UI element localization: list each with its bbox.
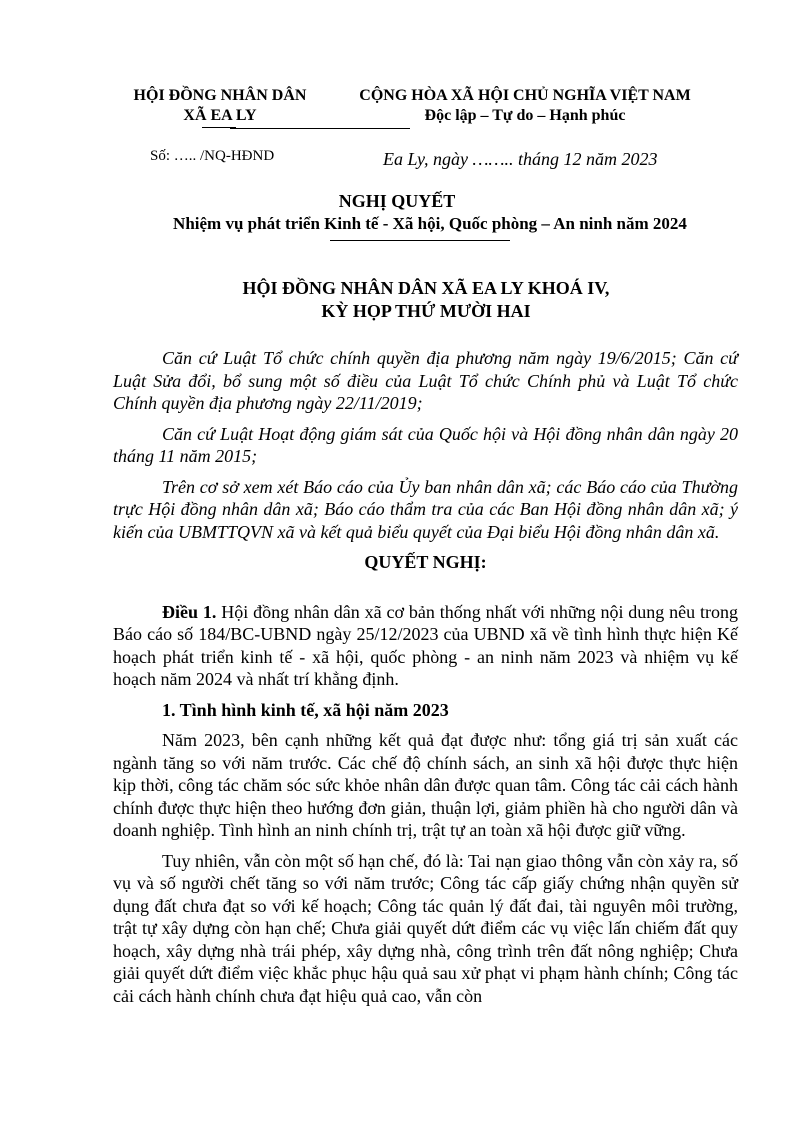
document-number: Số: ….. /NQ-HĐND [150, 148, 275, 164]
preamble-paragraph: Căn cứ Luật Hoạt động giám sát của Quốc hội và Hội đồng nhân dân ngày 20 tháng 11 năm 2015; [113, 423, 738, 466]
org-name-line2: XÃ EA LY [183, 107, 257, 124]
resolve-heading: QUYẾT NGHỊ: [364, 552, 487, 572]
article-1-label: Điều 1. [162, 601, 217, 622]
subject-underline [330, 240, 510, 241]
body-paragraph: Tuy nhiên, vẫn còn một số hạn chế, đó là: Tai nạn giao thông vẫn còn xảy ra, số vụ và số người chết tăng so với năm trước; Công tác cấp giấy chứng nhận quyền sử dụng đất chưa đạt so với kế hoạch; Công tác quản lý đất đai, tài nguyên môi trường, trật tự xây dựng còn hạn chế; Chưa giải quyết dứt điểm các vụ việc lấn chiếm đất quy hoạch, xây dựng nhà trái phép, xây dựng nhà, công trình trên đất nông nghiệp; Chưa giải quyết dứt điểm việc khắc phục hậu quả sau xử phạt vi phạm hành chính; Công tác cải cách hành chính chưa đạt hiệu quả cao, vẫn còn [113, 850, 738, 1006]
article-1 [113, 601, 738, 691]
council-line1: HỘI ĐỒNG NHÂN DÂN XÃ EA LY KHOÁ IV, [242, 278, 610, 298]
document-subject: Nhiệm vụ phát triển Kinh tế - Xã hội, Quốc phòng – An ninh năm 2024 [173, 214, 687, 233]
council-line2: KỲ HỌP THỨ MƯỜI HAI [321, 301, 531, 321]
nation-name: CỘNG HÒA XÃ HỘI CHỦ NGHĨA VIỆT NAM [359, 87, 691, 104]
org-name-line1: HỘI ĐỒNG NHÂN DÂN [133, 87, 307, 104]
article-1-text: Hội đồng nhân dân xã cơ bản thống nhất với những nội dung nêu trong Báo cáo số 184/BC-UBND ngày 25/12/2023 của UBND xã về tình hình thực hiện Kế hoạch phát triển kinh tế - xã hội, quốc phòng - an ninh năm 2023 và nhiệm vụ kế hoạch năm 2024 và nhất trí khẳng định. [113, 601, 739, 689]
national-heading [330, 86, 720, 126]
issuing-council [0, 277, 794, 323]
document-body [113, 347, 738, 1007]
motto-underline [230, 128, 410, 129]
body-paragraph: Năm 2023, bên cạnh những kết quả đạt được như: tổng giá trị sản xuất các ngành tăng so với năm trước. Các chế độ chính sách, an sinh xã hội được thực hiện kịp thời, công tác chăm sóc sức khỏe nhân dân được quan tâm. Công tác cải cách hành chính được thực hiện theo hướng đơn giản, thuận lợi, giảm phiền hà cho người dân và doanh nghiệp. Tình hình an ninh chính trị, trật tự an toàn xã hội được giữ vững. [113, 730, 738, 840]
section-heading: 1. Tình hình kinh tế, xã hội năm 2023 [162, 699, 449, 720]
issuing-organization [120, 86, 320, 126]
preamble-paragraph: Trên cơ sở xem xét Báo cáo của Ủy ban nhân dân xã; các Báo cáo của Thường trực Hội đồng nhân dân xã; Báo cáo thẩm tra của các Ban Hội đồng nhân dân xã; ý kiến của UBMTTQVN xã và kết quả biểu quyết của Đại biểu Hội đồng nhân dân xã. [113, 476, 738, 542]
place-and-date: Ea Ly, ngày …….. tháng 12 năm 2023 [383, 149, 658, 169]
document-type: NGHỊ QUYẾT [338, 191, 456, 211]
preamble-paragraph: Căn cứ Luật Tổ chức chính quyền địa phương năm ngày 19/6/2015; Căn cứ Luật Sửa đổi, bổ sung một số điều của Luật Tổ chức Chính phủ và Luật Tổ chức Chính quyền địa phương ngày 22/11/2019; [113, 348, 738, 413]
national-motto: Độc lập – Tự do – Hạnh phúc [424, 107, 626, 124]
